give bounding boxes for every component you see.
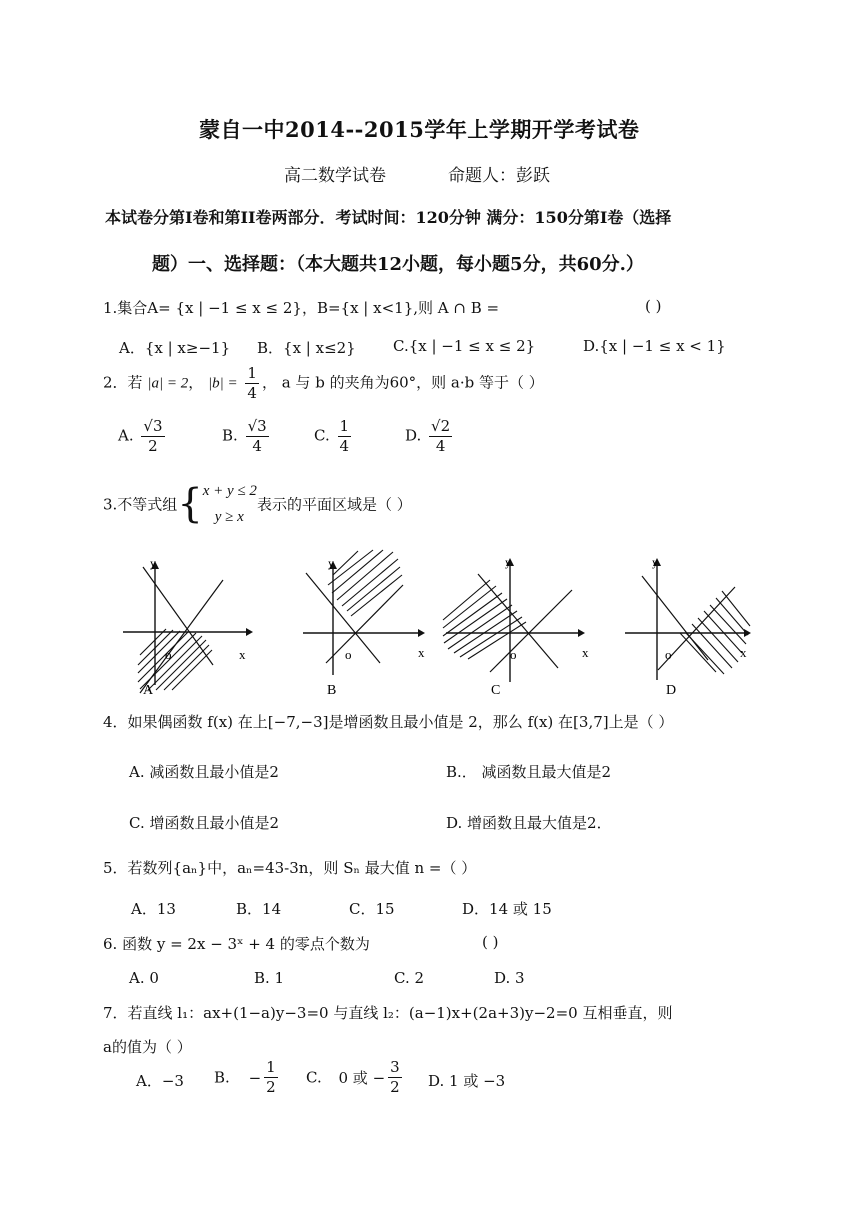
page-title: 蒙自一中2014--2015学年上学期开学考试卷 bbox=[199, 117, 640, 142]
q2-option-b bbox=[222, 419, 272, 454]
q7-stem: 7．若直线 l₁：ax+(1−a)y−3=0 与直线 l₂：(a−1)x+(2a+3)y−2=0 互相垂直，则 bbox=[103, 1004, 673, 1022]
q7-option-c-label: C. bbox=[306, 1068, 322, 1087]
q1-stem: 1.集合A= {x | −1 ≤ x ≤ 2}，B={x | x<1},则 A ∩ B = bbox=[103, 299, 500, 317]
q6-option-a: A. 0 bbox=[129, 969, 159, 987]
q3-graph-b-o: o bbox=[345, 647, 352, 662]
q3-graph-d-y: y bbox=[652, 555, 658, 569]
q7-option-c-pre: 0 或 − bbox=[338, 1069, 386, 1087]
q3-graph-a-o: o bbox=[165, 647, 172, 662]
q2-option-a-label: A. bbox=[118, 426, 134, 445]
q3-graph-a bbox=[118, 555, 258, 703]
q6-option-d: D. 3 bbox=[494, 969, 525, 987]
q7-option-c-den: 2 bbox=[390, 1078, 400, 1096]
q1-option-c: C.{x | −1 ≤ x ≤ 2} bbox=[393, 337, 536, 355]
exam-subtitle: 高二数学试卷 bbox=[284, 166, 386, 186]
q2-option-d-num: √2 bbox=[431, 417, 451, 435]
q3-graph-d-o: o bbox=[665, 647, 672, 662]
q5-option-c: C．15 bbox=[349, 900, 395, 918]
exam-intro-line2: 题）一、选择题：（本大题共12小题，每小题5分，共60分.） bbox=[152, 254, 644, 275]
q7-option-d: D. 1 或 −3 bbox=[428, 1072, 506, 1090]
q2-cond1: |a| = 2 bbox=[147, 375, 189, 392]
q3-graph-d-x: x bbox=[740, 645, 747, 660]
q3-graph-c-x: x bbox=[582, 645, 589, 660]
q7-option-b-sign: − bbox=[248, 1068, 262, 1087]
q2-option-d bbox=[405, 419, 455, 454]
q2-option-c-num: 1 bbox=[339, 417, 350, 435]
q3-graph-d bbox=[620, 552, 760, 703]
q2-option-c-den: 4 bbox=[339, 437, 350, 455]
q2-option-c bbox=[314, 419, 354, 454]
q3-graph-b-y: y bbox=[328, 556, 334, 570]
q2-option-d-label: D. bbox=[405, 426, 422, 445]
q7-option-b-label: B. bbox=[214, 1068, 230, 1087]
q3-graph-a-x: x bbox=[239, 647, 246, 662]
q4-option-d: D. 增函数且最大值是2． bbox=[446, 814, 612, 832]
q2-option-a-den: 2 bbox=[148, 437, 158, 455]
q2-option-a bbox=[118, 419, 168, 454]
q4-stem: 4．如果偶函数 f(x) 在上[−7,−3]是增函数且最小值是 2，那么 f(x) 在[3,7]上是（ ） bbox=[103, 713, 674, 731]
q3-graph-c-o: o bbox=[510, 647, 517, 662]
q3-suffix: 表示的平面区域是（ ） bbox=[256, 495, 412, 514]
q7-option-c-num: 3 bbox=[390, 1058, 400, 1076]
q3-prefix: 3.不等式组 bbox=[103, 495, 178, 514]
q6-answer-paren: ( ) bbox=[482, 933, 499, 951]
q3-graph-c-label: C bbox=[491, 683, 501, 698]
q3-graph-c bbox=[438, 552, 598, 703]
q3-graph-c-y: y bbox=[505, 555, 511, 569]
q4-option-a: A. 减函数且最小值是2 bbox=[129, 763, 279, 781]
q3-graph-a-label: A bbox=[143, 683, 154, 698]
q5-stem: 5．若数列{aₙ}中，aₙ=43-3n，则 Sₙ 最大值 n =（ ） bbox=[103, 859, 477, 877]
q7-option-b-num: 1 bbox=[266, 1058, 276, 1076]
q7-option-b-den: 2 bbox=[266, 1078, 276, 1096]
q2-cond2-den: 4 bbox=[247, 384, 257, 402]
q2-stem: 2．若 |a| = 2， |b| = $\frac{1}{4}$ ， a 与 b 的夹角为60°，则 a·b 等于（ ） bbox=[103, 364, 544, 402]
q2-option-b-label: B. bbox=[222, 426, 238, 445]
q3-graph-d-label: D bbox=[666, 683, 677, 698]
q3-graph-b-x: x bbox=[418, 645, 425, 660]
q2-option-a-num: √3 bbox=[143, 417, 163, 435]
q6-option-b: B. 1 bbox=[254, 969, 285, 987]
exam-author: 命题人：彭跃 bbox=[448, 166, 550, 186]
q3-graph-a-y: y bbox=[150, 556, 156, 570]
q1-option-b: B．{x | x≤2} bbox=[257, 339, 356, 357]
q1-answer-paren: ( ) bbox=[645, 297, 662, 315]
q3-ineq1: x + y ≤ 2 bbox=[202, 483, 257, 499]
q6-stem: 6. 函数 y = 2x − 3ˣ + 4 的零点个数为 bbox=[103, 935, 370, 953]
q2-mid: a 与 b 的夹角为60°，则 a·b 等于（ ） bbox=[281, 373, 544, 392]
exam-intro-line1: 本试卷分第I卷和第II卷两部分．考试时间：120分钟 满分：150分第Ⅰ卷（选择 bbox=[105, 208, 672, 227]
q5-option-d: D．14 或 15 bbox=[462, 900, 552, 918]
q2-cond2: |b| = bbox=[207, 375, 238, 392]
q4-option-b: B.． 减函数且最大值是2 bbox=[446, 763, 612, 781]
q4-option-c: C. 增函数且最小值是2 bbox=[129, 814, 280, 832]
q7-option-c bbox=[306, 1060, 405, 1095]
q2-option-d-den: 4 bbox=[435, 437, 446, 455]
q2-prefix: 2．若 bbox=[103, 373, 143, 392]
q7-stem-cont: a的值为（ ） bbox=[103, 1038, 192, 1056]
q2-option-c-label: C. bbox=[314, 426, 330, 445]
q5-option-b: B．14 bbox=[236, 900, 282, 918]
q3-graph-b-label: B bbox=[327, 683, 337, 698]
q3-stem: 3.不等式组{ x + y ≤ 2 y ≥ x 表示的平面区域是（ ） bbox=[103, 478, 412, 530]
q7-option-a: A．−3 bbox=[136, 1072, 184, 1090]
q3-ineq2: y ≥ x bbox=[214, 509, 244, 525]
q1-option-a: A．{x | x≥−1} bbox=[119, 339, 231, 357]
q6-option-c: C. 2 bbox=[394, 969, 425, 987]
q2-option-b-num: √3 bbox=[247, 417, 267, 435]
q2-cond2-num: 1 bbox=[247, 364, 257, 382]
q7-option-b bbox=[214, 1060, 281, 1095]
q3-graph-b bbox=[298, 545, 433, 703]
q2-option-b-den: 4 bbox=[252, 437, 262, 455]
q1-option-d: D.{x | −1 ≤ x < 1} bbox=[583, 337, 726, 355]
q5-option-a: A．13 bbox=[131, 900, 176, 918]
